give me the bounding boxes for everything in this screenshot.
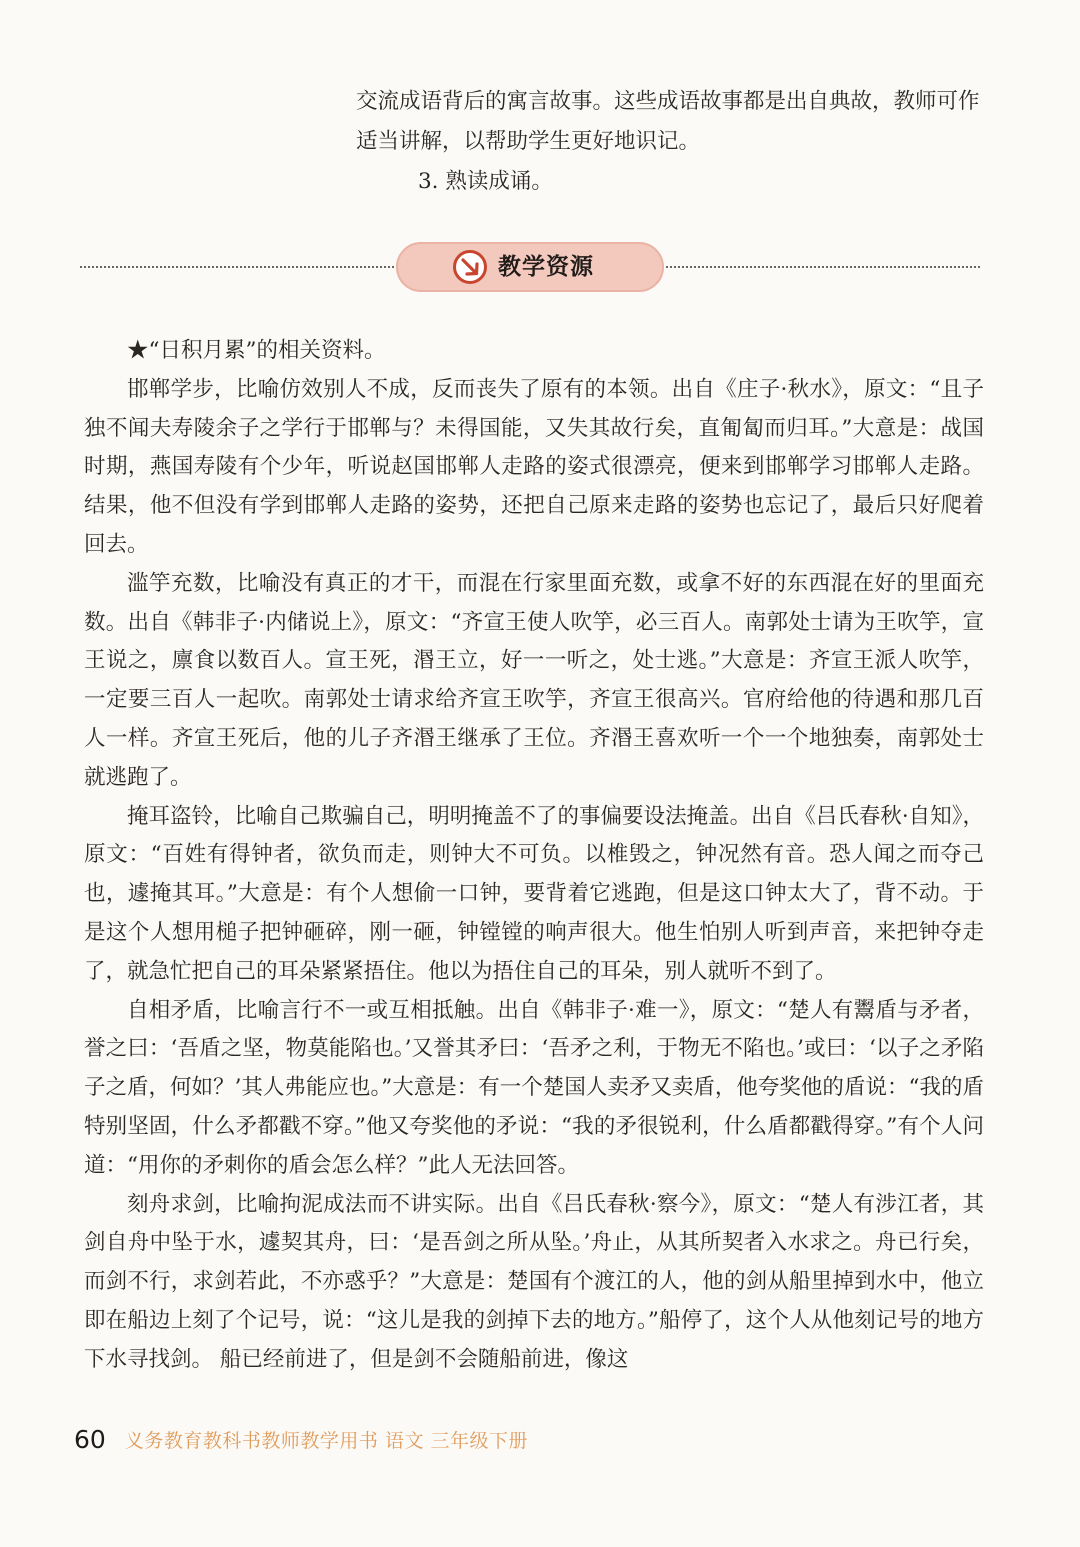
dotted-rule-right xyxy=(666,266,980,268)
section-title-pill xyxy=(396,242,664,292)
idiom-paragraph: 刻舟求剑，比喻拘泥成法而不讲实际。出自《吕氏春秋·察今》，原文：“楚人有涉江者，其剑自舟中坠于水，遽契其舟，曰：‘是吾剑之所从坠。’舟止，从其所契者入水求之。舟已行矣，而剑不行，求剑若此，不亦惑乎？”大意是：楚国有个渡江的人，他的剑从船里掉到水中，他立即在船边上刻了个记号，说：“这儿是我的剑掉下去的地方。”船停了，这个人从他刻记号的地方下水寻找剑。 船已经前进了，但是剑不会随船前进，像这 xyxy=(84,1191,984,1372)
idiom-paragraph: 滥竽充数，比喻没有真正的才干，而混在行家里面充数，或拿不好的东西混在好的里面充数。出自《韩非子·内储说上》，原文：“齐宣王使人吹竽，必三百人。南郭处士请为王吹竽，宣王说之，廪食以数百人。宣王死，湣王立，好一一听之，处士逃。”大意是：齐宣王派人吹竽，一定要三百人一起吹。南郭处士请求给齐宣王吹竽，齐宣王很高兴。官府给他的待遇和那几百人一样。齐宣王死后，他的儿子齐湣王继承了王位。齐湣王喜欢听一个一个地独奏，南郭处士就逃跑了。 xyxy=(84,570,984,790)
intro-block xyxy=(356,82,996,202)
idiom-paragraph: 邯郸学步，比喻仿效别人不成，反而丧失了原有的本领。出自《庄子·秋水》，原文：“且子独不闻夫寿陵余子之学行于邯郸与？未得国能，又失其故行矣，直匍匐而归耳。”大意是：战国时期，燕国寿陵有个少年，听说赵国邯郸人走路的姿式很漂亮，便来到邯郸学习邯郸人走路。结果，他不但没有学到邯郸人走路的姿势，还把自己原来走路的姿势也忘记了，最后只好爬着回去。 xyxy=(84,376,984,557)
idiom-paragraph: 自相矛盾，比喻言行不一或互相抵触。出自《韩非子·难一》，原文：“楚人有鬻盾与矛者，誉之曰：‘吾盾之坚，物莫能陷也。’又誉其矛曰：‘吾矛之利，于物无不陷也。’或曰：‘以子之矛陷子之盾，何如？’其人弗能应也。”大意是：有一个楚国人卖矛又卖盾，他夸奖他的盾说：“我的盾特别坚固，什么矛都戳不穿。”他又夸奖他的矛说：“我的矛很锐利，什么盾都戳得穿。”有个人问道：“用你的矛刺你的盾会怎么样？”此人无法回答。 xyxy=(84,997,984,1178)
arrow-circle-icon xyxy=(452,249,488,285)
page-number: 60 xyxy=(74,1425,106,1454)
page-footer xyxy=(74,1425,528,1461)
book-title: 义务教育教科书教师教学用书 语文 三年级下册 xyxy=(124,1430,528,1452)
section-header xyxy=(80,238,980,296)
intro-item-3: 3. 熟读成诵。 xyxy=(418,169,553,194)
resource-body xyxy=(84,332,984,1380)
resource-lead: ★“日积月累”的相关资料。 xyxy=(127,338,386,363)
section-title: 教学资源 xyxy=(498,254,594,280)
dotted-rule-left xyxy=(80,266,398,268)
idiom-paragraph: 掩耳盗铃，比喻自己欺骗自己，明明掩盖不了的事偏要设法掩盖。出自《吕氏春秋·自知》，原文：“百姓有得钟者，欲负而走，则钟大不可负。以椎毁之，钟况然有音。恐人闻之而夺己也，遽掩其耳。”大意是：有个人想偷一口钟，要背着它逃跑，但是这口钟太大了，背不动。于是这个人想用槌子把钟砸碎，刚一砸，钟镗镗的响声很大。他生怕别人听到声音，来把钟夺走了，就急忙把自己的耳朵紧紧捂住。他以为捂住自己的耳朵，别人就听不到了。 xyxy=(84,803,984,984)
intro-paragraph: 交流成语背后的寓言故事。这些成语故事都是出自典故，教师可作适当讲解，以帮助学生更好地识记。 xyxy=(356,89,980,154)
